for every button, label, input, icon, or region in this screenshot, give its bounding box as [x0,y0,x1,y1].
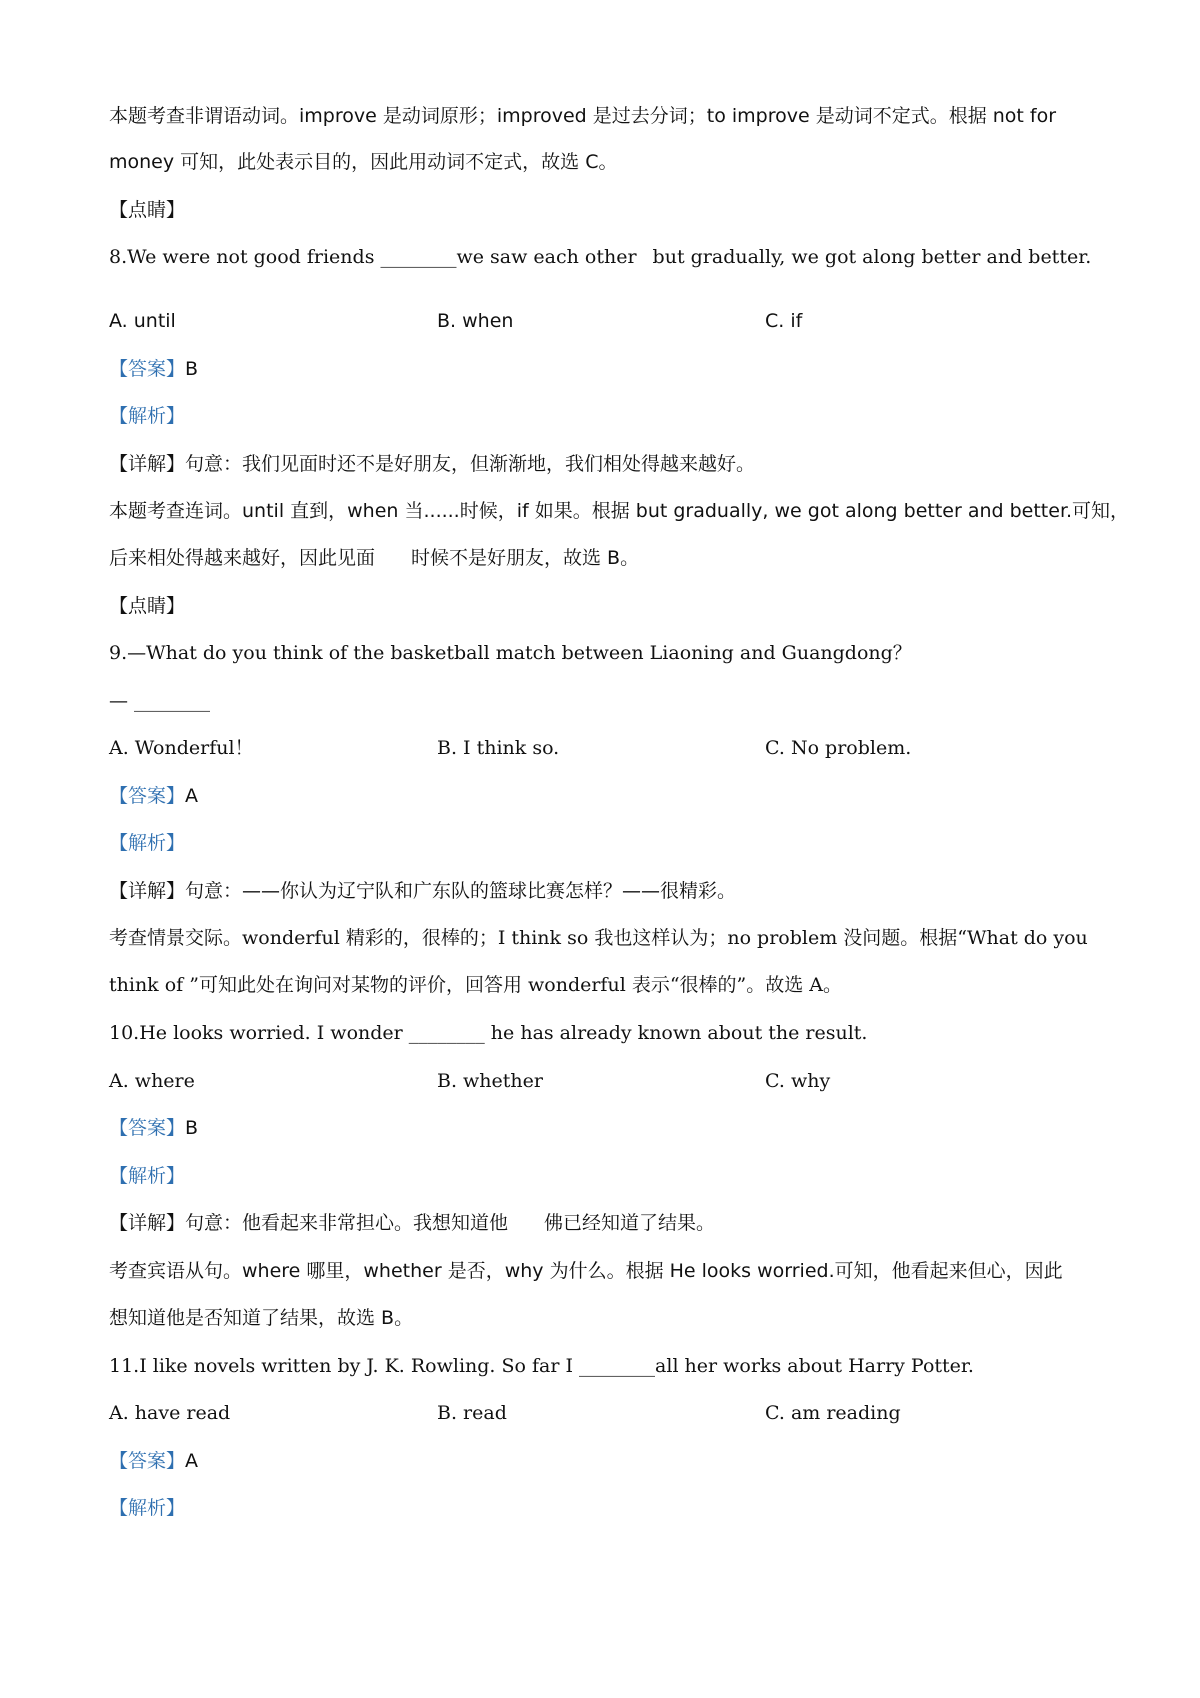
q8-stem-part2: but gradually, we got along better and better. [652,246,1092,268]
q11-option-a: A. have read [109,1402,231,1424]
q11-jiexi-label: 【解析】 [109,1497,186,1519]
q9-answer-value: A [185,785,199,807]
q8-analysis-line-1: 本题考查连词。until 直到，when 当......时候，if 如果。根据 but gradually, we got along better and better.可知， [109,500,1130,522]
q11-answer-label: 【答案】 [109,1450,186,1472]
q10-answer [109,1114,1099,1142]
q10-option-c: C. why [765,1070,831,1092]
q8-stem [109,243,1099,271]
q9-stem: 9.—What do you think of the basketball match between Liaoning and Guangdong？ [109,642,912,664]
q8-analysis-line-2-part1: 后来相处得越来越好，因此见面 [109,547,376,569]
q10-analysis-line-1: 考查宾语从句。where 哪里，whether 是否，why 为什么。根据 He looks worried.可知，他看起来但心，因此 [109,1260,1063,1282]
q10-option-a: A. where [109,1070,195,1092]
q8-option-a: A. until [109,310,176,332]
q8-xiangjie: 【详解】句意：我们见面时还不是好朋友，但渐渐地，我们相处得越来越好。 [109,453,756,475]
q8-analysis-line-2-part2: 时候不是好朋友，故选 B。 [411,547,640,569]
q7-dianjing-label: 【点睛】 [109,199,186,221]
q8-option-b: B. when [437,310,514,332]
q10-option-b: B. whether [437,1070,543,1092]
q9-reply-blank: — ________ [109,690,211,712]
q11-answer-value: A [185,1450,199,1472]
q9-option-a: A. Wonderful！ [109,737,254,759]
q9-option-b: B. I think so. [437,737,560,759]
q10-analysis-line-2: 想知道他是否知道了结果，故选 B。 [109,1307,414,1329]
q9-xiangjie: 【详解】句意：——你认为辽宁队和广东队的篮球比赛怎样？——很精彩。 [109,880,737,902]
q10-xiangjie-part1: 【详解】句意：他看起来非常担心。我想知道他 [109,1212,509,1234]
q7-analysis-line-1: 本题考查非谓语动词。improve 是动词原形；improved 是过去分词；to improve 是动词不定式。根据 not for [109,105,1057,127]
q9-answer [109,782,1099,810]
q7-analysis-line-2: money 可知，此处表示目的，因此用动词不定式，故选 C。 [109,151,618,173]
q8-dianjing-label: 【点睛】 [109,595,186,617]
q9-option-c: C. No problem. [765,737,912,759]
q8-option-c: C. if [765,310,803,332]
q11-stem: 11.I like novels written by J. K. Rowling. So far I ________all her works about Harry Potter. [109,1355,974,1377]
q9-analysis-line-1: 考查情景交际。wonderful 精彩的，很棒的；I think so 我也这样认为；no problem 没问题。根据“What do you [109,927,1088,949]
q8-answer-value: B [185,358,199,380]
q11-option-b: B. read [437,1402,507,1424]
q10-xiangjie [109,1209,1099,1237]
q10-jiexi-label: 【解析】 [109,1165,186,1187]
q8-answer-label: 【答案】 [109,358,186,380]
q8-answer [109,355,1099,383]
q10-answer-label: 【答案】 [109,1117,186,1139]
q11-answer [109,1447,1099,1475]
q9-answer-label: 【答案】 [109,785,186,807]
q11-option-c: C. am reading [765,1402,901,1424]
q8-stem-part1: 8.We were not good friends ________we saw each other [109,246,637,268]
q8-jiexi-label: 【解析】 [109,405,186,427]
q9-analysis-line-2: think of ”可知此处在询问对某物的评价，回答用 wonderful 表示“很棒的”。故选 A。 [109,974,843,996]
q10-xiangjie-part2: 佛已经知道了结果。 [544,1212,716,1234]
q10-stem: 10.He looks worried. I wonder ________ he has already known about the result. [109,1022,868,1044]
q8-analysis-line-2 [109,544,1099,572]
q10-answer-value: B [185,1117,199,1139]
q9-jiexi-label: 【解析】 [109,832,186,854]
